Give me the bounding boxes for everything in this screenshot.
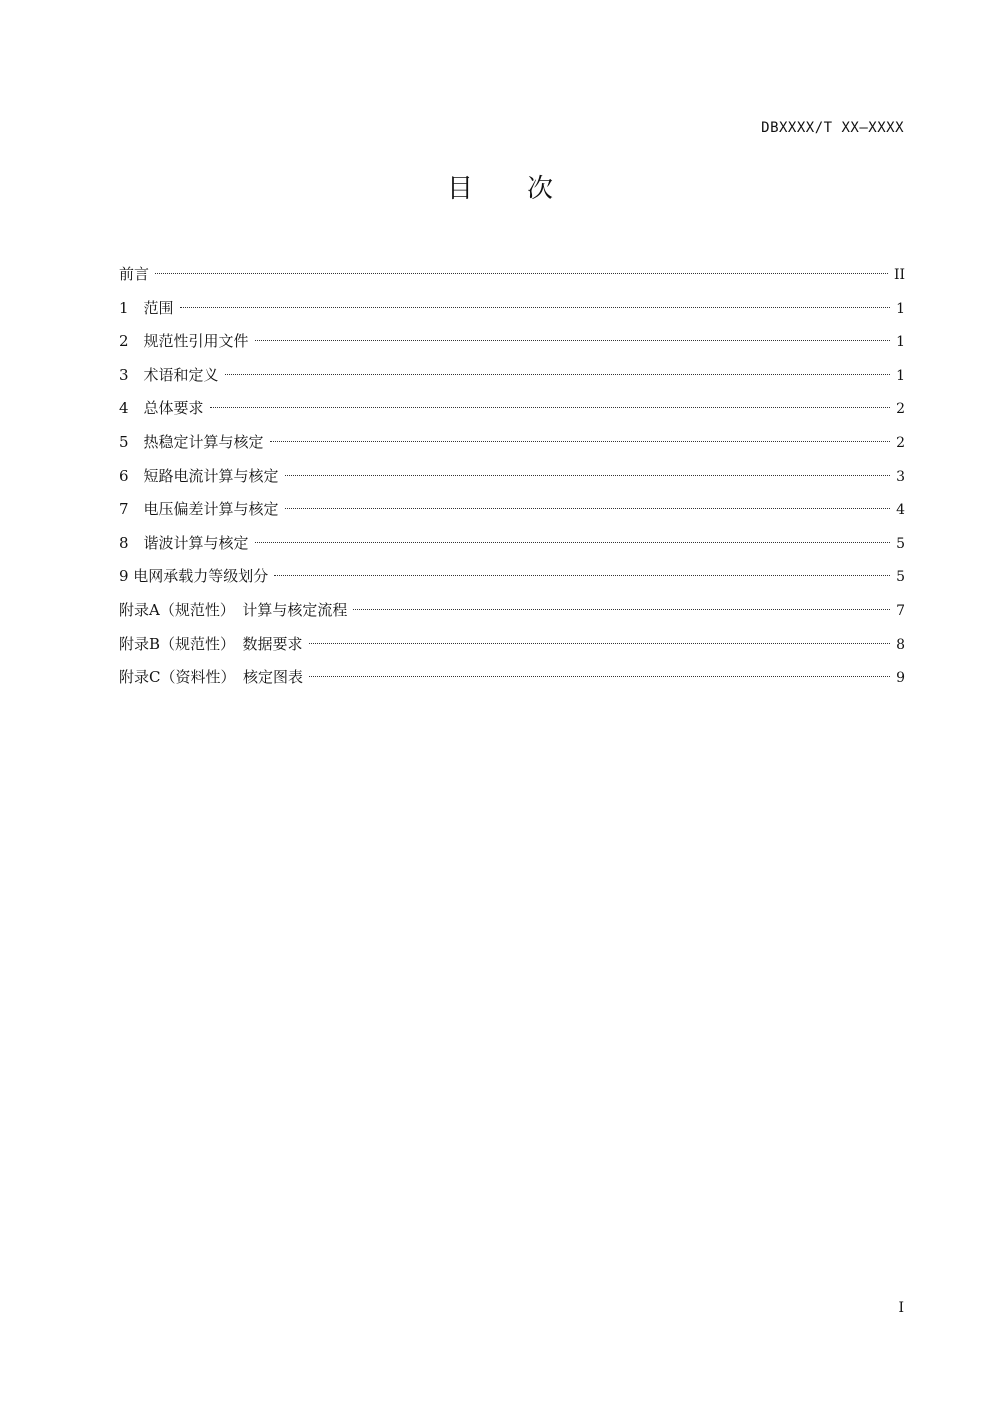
toc-entry-page: 4 bbox=[896, 502, 905, 519]
toc-entry-label: 4 总体要求 bbox=[119, 399, 204, 418]
toc-entry-page: II bbox=[893, 267, 905, 283]
toc-entry-label: 6 短路电流计算与核定 bbox=[119, 466, 279, 485]
toc-entry-label: 前言 bbox=[119, 265, 150, 283]
dot-leader bbox=[353, 609, 890, 610]
toc-entry-terms-definitions[interactable] bbox=[119, 359, 905, 393]
toc-entry-page: 5 bbox=[896, 535, 905, 552]
toc-entry-label: 8 谐波计算与核定 bbox=[119, 533, 249, 552]
toc-entry-foreword[interactable] bbox=[119, 258, 905, 292]
document-code: DBXXXX/T XX—XXXX bbox=[761, 120, 904, 136]
dot-leader bbox=[270, 441, 891, 442]
toc-entry-label: 9 电网承载力等级划分 bbox=[119, 567, 269, 586]
toc-entry-label: 附录B（规范性） 数据要求 bbox=[119, 634, 303, 653]
toc-entry-page: 1 bbox=[896, 367, 905, 384]
toc-entry-page: 5 bbox=[896, 569, 905, 586]
toc-entry-harmonics[interactable] bbox=[119, 527, 905, 561]
toc-entry-normative-references[interactable] bbox=[119, 325, 905, 359]
toc-entry-page: 3 bbox=[896, 468, 905, 485]
toc-entry-thermal-stability[interactable] bbox=[119, 426, 905, 460]
table-of-contents bbox=[119, 258, 905, 695]
dot-leader bbox=[309, 676, 890, 677]
dot-leader bbox=[210, 407, 891, 408]
page-number: I bbox=[898, 1300, 904, 1316]
toc-entry-label: 3 术语和定义 bbox=[119, 365, 219, 384]
dot-leader bbox=[309, 643, 891, 644]
page-title: 目次 bbox=[446, 174, 607, 204]
toc-entry-label: 2 规范性引用文件 bbox=[119, 332, 249, 351]
toc-entry-appendix-c[interactable] bbox=[119, 661, 905, 695]
toc-entry-capacity-grading[interactable] bbox=[119, 560, 905, 594]
toc-entry-general-requirements[interactable] bbox=[119, 392, 905, 426]
toc-entry-appendix-b[interactable] bbox=[119, 628, 905, 662]
dot-leader bbox=[255, 542, 891, 543]
dot-leader bbox=[285, 475, 891, 476]
toc-entry-page: 2 bbox=[896, 401, 905, 418]
dot-leader bbox=[225, 374, 891, 375]
toc-entry-page: 8 bbox=[896, 636, 905, 653]
dot-leader bbox=[180, 307, 891, 308]
dot-leader bbox=[155, 273, 888, 274]
toc-entry-page: 2 bbox=[896, 434, 905, 451]
toc-entry-page: 9 bbox=[896, 670, 905, 687]
toc-entry-label: 附录C（资料性） 核定图表 bbox=[119, 668, 303, 687]
toc-entry-page: 1 bbox=[896, 334, 905, 351]
dot-leader bbox=[285, 508, 891, 509]
dot-leader bbox=[274, 575, 890, 576]
toc-entry-label: 5 热稳定计算与核定 bbox=[119, 432, 264, 451]
toc-entry-short-circuit[interactable] bbox=[119, 460, 905, 494]
toc-entry-appendix-a[interactable] bbox=[119, 594, 905, 628]
toc-entry-label: 7 电压偏差计算与核定 bbox=[119, 500, 279, 519]
dot-leader bbox=[255, 340, 891, 341]
toc-entry-page: 1 bbox=[896, 300, 905, 317]
toc-entry-scope[interactable] bbox=[119, 292, 905, 326]
toc-entry-label: 附录A（规范性） 计算与核定流程 bbox=[119, 600, 348, 619]
toc-entry-label: 1 范围 bbox=[119, 298, 174, 317]
toc-entry-voltage-deviation[interactable] bbox=[119, 493, 905, 527]
toc-entry-page: 7 bbox=[896, 602, 905, 619]
